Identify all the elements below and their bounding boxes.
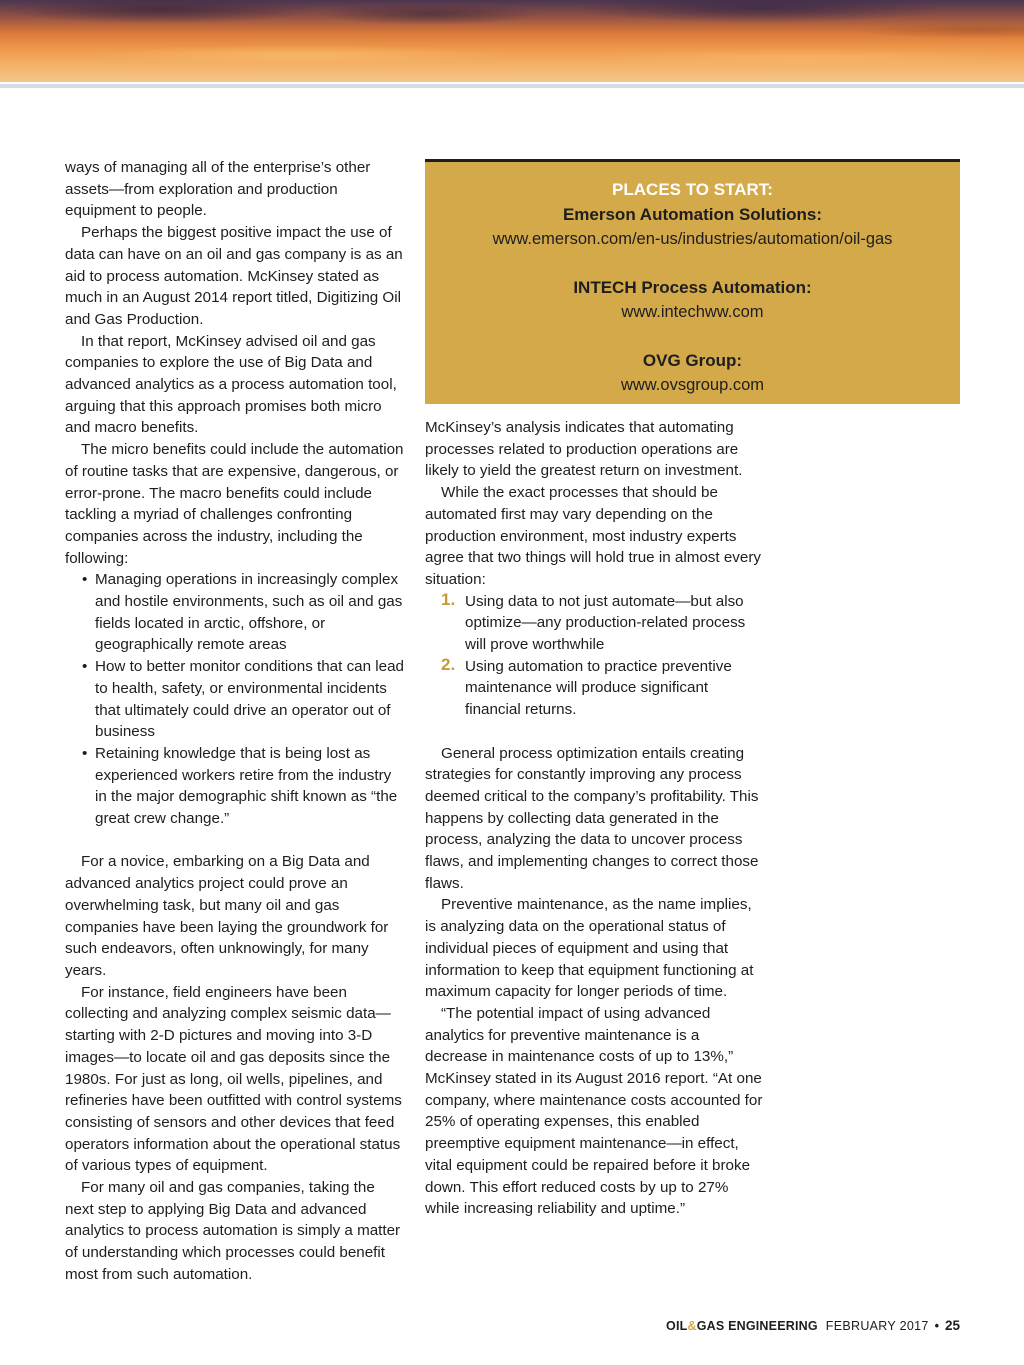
sidebar-company-name: OVG Group:: [642, 351, 743, 370]
issue-date: FEBRUARY 2017: [825, 1319, 929, 1333]
header-rule: [0, 84, 1024, 88]
paragraph: For instance, field engineers have been collecting and analyzing complex seismic data—starting with 2-D pictures and moving into 3-D images—to locate oil and gas deposits since the 1980s. For just as long, oil wells, pipelines, and refineries have been outfitted with control systems consisting of sensors and other devices that feed operators information about the operational status of various types of equipment.: [65, 983, 402, 1175]
list-number: 1.: [441, 589, 456, 609]
publication-name-part: GAS ENGINEERING: [696, 1319, 818, 1333]
publication-name-part: OIL: [666, 1319, 688, 1333]
list-item: [82, 656, 405, 743]
paragraph: Preventive maintenance, as the name implies, is analyzing data on the operational status of individual pieces of equipment and using that information to keep that equipment functioning at maximum capacity for longer periods of time.: [425, 896, 754, 1001]
list-item-text: Retaining knowledge that is being lost as experienced workers retire from the industry in the major demographic shift known as “the great crew change.”: [95, 744, 398, 828]
sidebar-company-name: Emerson Automation Solutions:: [562, 205, 823, 224]
publication-ampersand: &: [687, 1319, 697, 1333]
list-item-text: Managing operations in increasingly complex and hostile environments, such as oil and gas fields located in arctic, offshore, or geographically remote areas: [95, 571, 403, 654]
paragraph: Perhaps the biggest positive impact the use of data can have on an oil and gas company is as an aid to process automation. McKinsey stated as much in an August 2014 report titled, Digitizing Oil and Gas Production.: [65, 224, 403, 328]
paragraph: McKinsey’s analysis indicates that automating processes related to production operations are likely to yield the greatest return on investment.: [425, 419, 743, 480]
paragraph: ways of managing all of the enterprise’s other assets—from exploration and production equipment to people.: [65, 159, 371, 220]
paragraph: “The potential impact of using advanced analytics for preventive maintenance is a decrease in maintenance costs of up to 13%,” McKinsey stated in its August 2016 report. “At one company, where maintenance costs accounted for 25% of operating expenses, this enabled preemptive equipment maintenance—in effect, vital equipment could be repaired before it broke down. This effort reduced costs by up to 27% while increasing reliability and uptime.”: [425, 1004, 763, 1218]
list-item: [82, 569, 405, 656]
header-banner-image: [0, 0, 1024, 82]
paragraph: For a novice, embarking on a Big Data and advanced analytics project could prove an overwhelming task, but many oil and gas companies have been laying the groundwork for such endeavors, often unknowingly, for many years.: [65, 853, 389, 979]
right-column: [425, 417, 763, 1220]
bullet-marker: •: [82, 571, 88, 589]
numbered-list: [425, 591, 763, 721]
paragraph: General process optimization entails creating strategies for constantly improving any process deemed critical to the company’s profitability. This happens by collecting data generated in the process, analyzing the data to uncover process flaws, and implementing changes to correct those flaws.: [425, 744, 759, 892]
list-item-text: How to better monitor conditions that can lead to health, safety, or environmental incidents that ultimately could drive an operator out of business: [95, 658, 404, 741]
paragraph: For many oil and gas companies, taking the next step to applying Big Data and advanced analytics to process automation is simply a matter of understanding which processes could benefit most from such automation.: [65, 1179, 401, 1283]
footer-separator: •: [934, 1319, 939, 1333]
bullet-marker: •: [82, 658, 88, 676]
sidebar-company-link[interactable]: www.ovsgroup.com: [620, 376, 765, 394]
sidebar-company-link[interactable]: www.intechww.com: [621, 303, 764, 321]
sidebar-company-name: INTECH Process Automation:: [573, 278, 812, 297]
left-column: [65, 157, 405, 1286]
page-footer: [666, 1318, 960, 1333]
list-item: [82, 743, 405, 830]
list-number: 2.: [441, 654, 456, 674]
bullet-marker: •: [82, 744, 88, 762]
page-number: 25: [944, 1318, 960, 1333]
bullet-list: [65, 569, 405, 829]
paragraph: While the exact processes that should be automated first may vary depending on the production environment, most industry experts agree that two things will hold true in almost every situation:: [425, 484, 761, 588]
list-item-text: Using automation to practice preventive maintenance will produce significant financial returns.: [465, 657, 732, 719]
list-item: [441, 654, 763, 721]
paragraph: In that report, McKinsey advised oil and gas companies to explore the use of Big Data and advanced analytics as a process automation tool, arguing that this approach promises both micro and macro benefits.: [65, 332, 397, 437]
sidebar-company-link[interactable]: www.emerson.com/en-us/industries/automation/oil-gas: [492, 230, 893, 248]
places-to-start-sidebar: [425, 159, 960, 404]
list-item: [441, 589, 763, 656]
list-item-text: Using data to not just automate—but also optimize—any production-related process will prove worthwhile: [465, 592, 746, 654]
sidebar-title: PLACES TO START:: [612, 180, 773, 199]
publication-name: [666, 1319, 818, 1333]
paragraph: The micro benefits could include the automation of routine tasks that are expensive, dangerous, or error-prone. The macro benefits could include tackling a myriad of challenges confronting companies across the industry, including the following:: [65, 441, 404, 567]
